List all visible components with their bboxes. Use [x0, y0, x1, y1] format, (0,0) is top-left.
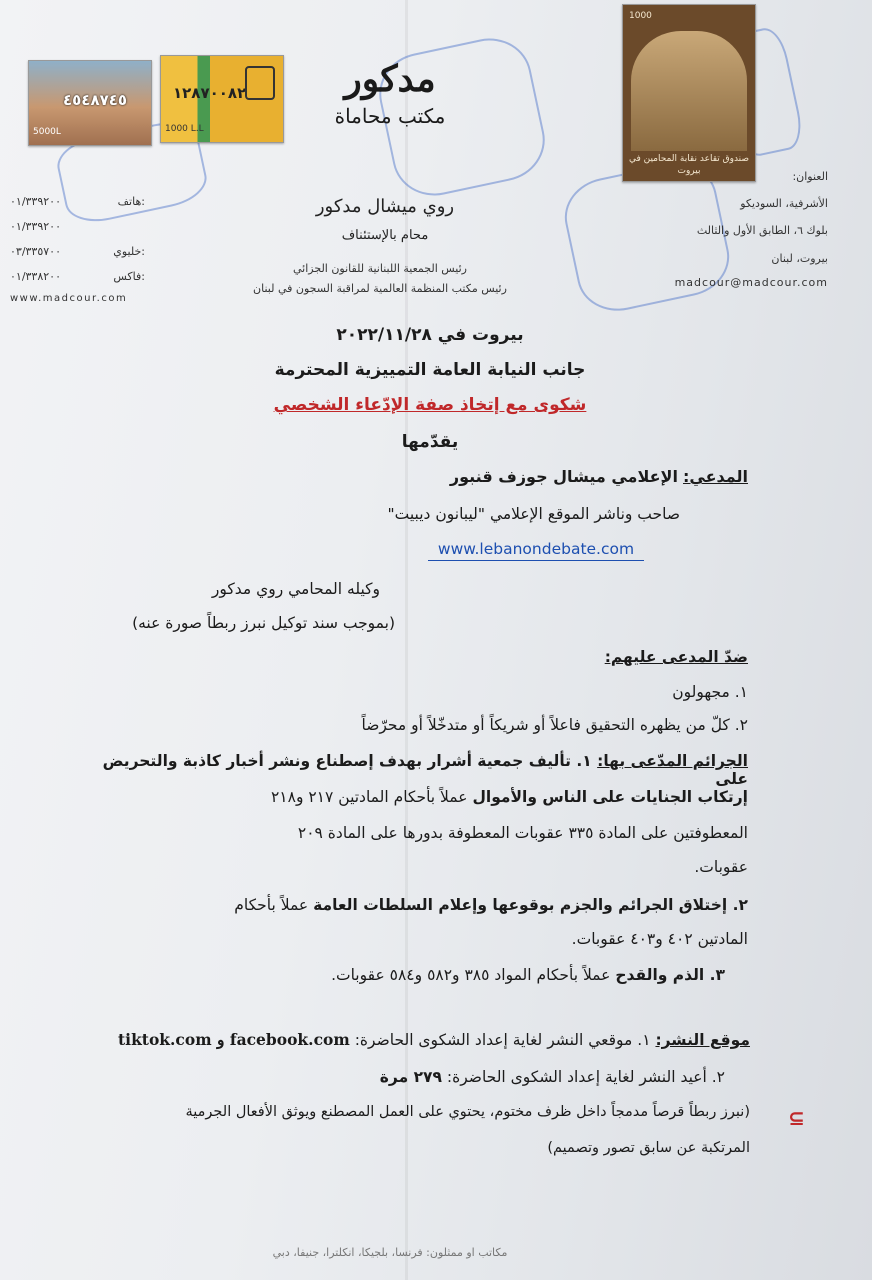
- fax-value: ٠١/٣٣٨٢٠٠: [10, 270, 61, 283]
- fax-label: فاكس:: [113, 270, 145, 283]
- crime-1-text-a: ١. تأليف جمعية أشرار بهدف إصطناع ونشر أخبار كاذبة والتحريض على: [102, 752, 748, 788]
- publish-line-2: [300, 1068, 725, 1086]
- fund-stamp-value: 1000: [629, 11, 652, 21]
- footer-offices: مكاتب او ممثلون: فرنسا، بلجيكا، انكلترا، جنيفا، دبي: [272, 1246, 508, 1259]
- publish-1-text: ١. موقعي النشر لغاية إعداد الشكوى الحاضرة:: [354, 1031, 651, 1049]
- mobile-row: [10, 245, 145, 258]
- revenue-stamp-2-number: ١٢٨٧٠٠٨٢: [173, 84, 247, 102]
- plaintiff-website-link[interactable]: www.lebanondebate.com: [428, 540, 644, 561]
- mobile-value: ٠٣/٣٣٥٧٠٠: [10, 245, 61, 258]
- bar-fund-stamp: [622, 4, 756, 182]
- lawyer-title: محام بالإستئناف: [341, 228, 429, 243]
- revenue-stamp-1-number: ٤٥٤٨٧٤٥: [63, 91, 128, 109]
- crime-2-line-b: المادتين ٤٠٢ و٤٠٣ عقوبات.: [571, 930, 748, 948]
- crime-2-line-a: [100, 896, 748, 914]
- presented-by: يقدّمها: [401, 432, 459, 452]
- plaintiff-line: [300, 467, 748, 486]
- lawyer-role-2: رئيس مكتب المنظمة العالمية لمراقبة السجون في لبنان: [253, 282, 507, 295]
- publish-sites: tiktok.com و facebook.com: [118, 1030, 350, 1049]
- crime-3-rest: عملاً بأحكام المواد ٣٨٥ و٥٨٢ و٥٨٤ عقوبات.: [331, 966, 611, 984]
- revenue-stamp-2: [160, 55, 284, 143]
- firm-logo-subtitle: مكتب محاماة: [334, 104, 446, 128]
- address-line-3: بيروت، لبنان: [771, 252, 828, 265]
- crime-1-line-b: [100, 788, 748, 806]
- defendant-2: ٢. كلّ من يظهره التحقيق فاعلاً أو شريكاً أو متدخّلاً أو محرّضاً: [361, 716, 748, 734]
- crime-1-rest: عملاً بأحكام المادتين ٢١٧ و٢١٨: [270, 788, 468, 806]
- crime-1-bold: إرتكاب الجنايات على الناس والأموال: [472, 788, 748, 806]
- plaintiff-label: المدعي:: [683, 467, 748, 486]
- crime-1-line-a: [100, 752, 748, 788]
- mobile-label: خليوي:: [113, 245, 145, 258]
- revenue-stamp-2-value: 1000 L.L: [165, 124, 204, 134]
- evidence-note-1: (نبرز ربطاً قرصاً مدمجاً داخل ظرف مختوم، يحتوي على العمل المصطنع ويوثق الأفعال الجرمية: [185, 1104, 750, 1120]
- lawyer-name: روي ميشال مدكور: [315, 196, 455, 217]
- plaintiff-name: الإعلامي ميشال جوزف قنبور: [449, 467, 678, 486]
- publish-line-1: [100, 1030, 750, 1049]
- crime-1-line-d: عقوبات.: [694, 858, 748, 876]
- crimes-label: الجرائم المدّعى بها:: [597, 752, 748, 770]
- cedar-emblem-icon: [245, 66, 275, 100]
- lawyer-role-1: رئيس الجمعية اللبنانية للقانون الجزائي: [292, 262, 467, 275]
- agent-note: (بموجب سند توكيل نبرز ربطاً صورة عنه): [132, 614, 395, 632]
- defendants-label: ضدّ المدعى عليهم:: [604, 648, 748, 666]
- publish-count: ٢٧٩ مرة: [379, 1068, 442, 1086]
- letter-addressee: جانب النيابة العامة التمييزية المحترمة: [274, 360, 586, 380]
- crime-2-bold: ٢. إختلاق الجرائم والجزم بوقوعها وإعلام السلطات العامة: [313, 896, 748, 914]
- evidence-note-2: المرتكبة عن سابق تصور وتصميم): [547, 1140, 750, 1156]
- defendant-1: ١. مجهولون: [672, 683, 748, 701]
- firm-email: madcour@madcour.com: [674, 276, 828, 289]
- crime-1-line-c: المعطوفتين على المادة ٣٣٥ عقوبات المعطوفة بدورها على المادة ٢٠٩: [297, 824, 748, 842]
- address-line-2: بلوك ٦، الطابق الأول والثالث: [696, 224, 828, 237]
- phone-2-value: ٠١/٣٣٩٢٠٠: [10, 220, 61, 233]
- revenue-stamp-1: [28, 60, 152, 146]
- phone-row-1: [10, 195, 145, 208]
- fund-stamp-picture: [631, 31, 747, 151]
- phone-1-value: ٠١/٣٣٩٢٠٠: [10, 195, 61, 208]
- crime-2-rest: عملاً بأحكام: [234, 896, 309, 914]
- address-label: العنوان:: [792, 170, 828, 183]
- crime-3-bold: ٣. الذم والقدح: [615, 966, 725, 984]
- plaintiff-description: صاحب وناشر الموقع الإعلامي "ليبانون ديبيت": [387, 505, 680, 523]
- firm-website: www.madcour.com: [10, 293, 128, 304]
- crime-3-line: [180, 966, 725, 984]
- firm-logo-name: مدكور: [344, 58, 436, 100]
- revenue-stamp-1-value: 5000L: [33, 127, 61, 137]
- paper-fold: [405, 0, 408, 1280]
- margin-mark: ⊆: [788, 1106, 805, 1130]
- fax-row: [10, 270, 145, 283]
- address-line-1: الأشرفية، السوديكو: [740, 197, 828, 210]
- agent-line: وكيله المحامي روي مدكور: [211, 580, 380, 598]
- fund-stamp-caption: صندوق تقاعد نقابة المحامين في بيروت: [628, 154, 750, 176]
- letter-date: بيروت في ٢٠٢٢/١١/٢٨: [336, 325, 524, 345]
- publish-label: موقع النشر:: [655, 1031, 750, 1049]
- publish-2-text: ٢. أعيد النشر لغاية إعداد الشكوى الحاضرة:: [446, 1068, 725, 1086]
- letter-subject: شكوى مع إتخاذ صفة الإدّعاء الشخصي: [273, 395, 587, 415]
- phone-label: هاتف:: [117, 195, 145, 208]
